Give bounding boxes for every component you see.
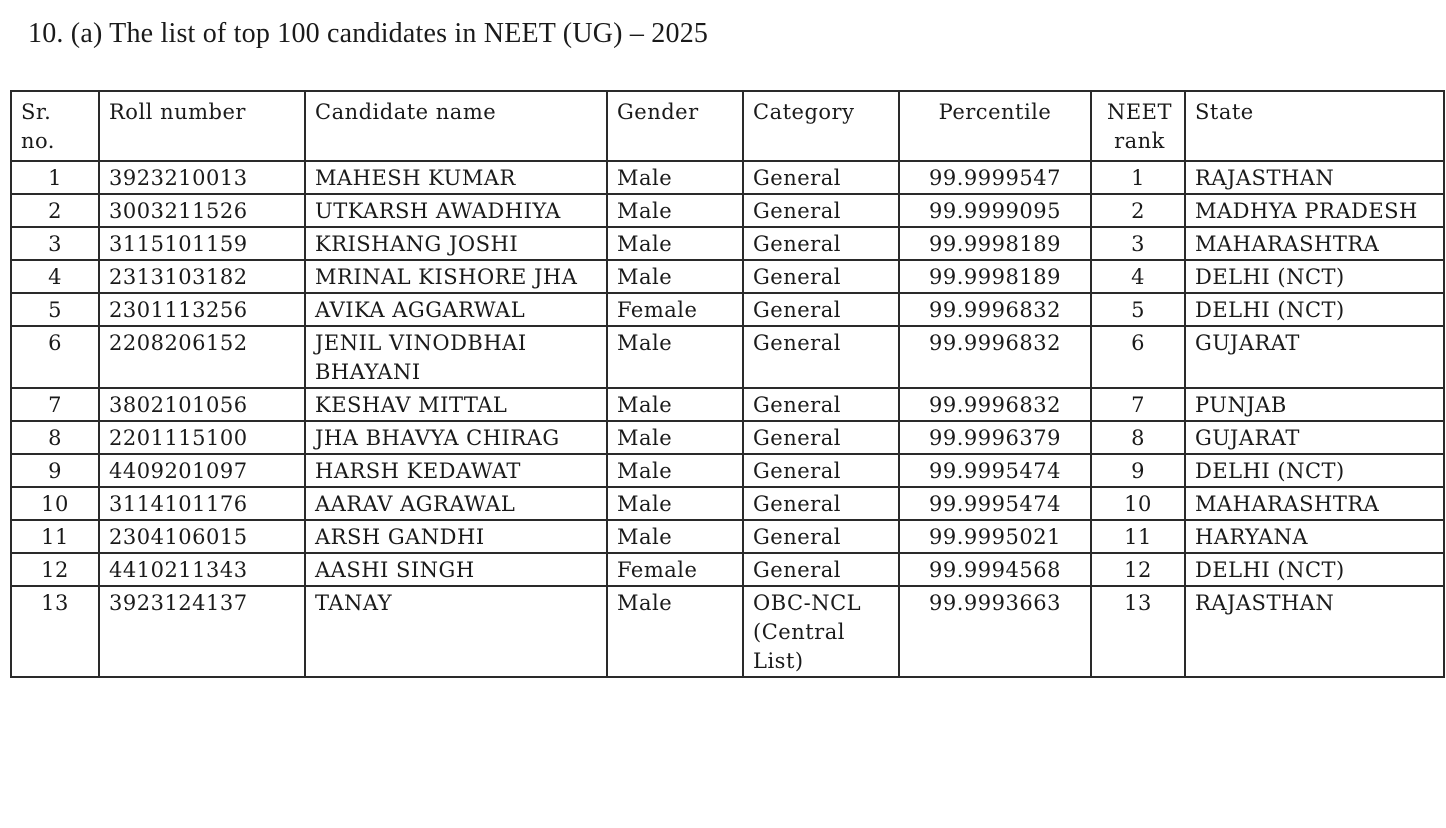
cell-roll-number: 3802101056 [99, 388, 305, 421]
cell-roll-number: 2304106015 [99, 520, 305, 553]
cell-candidate-name: TANAY [305, 586, 607, 677]
cell-candidate-name: AARAV AGRAWAL [305, 487, 607, 520]
cell-category: General [743, 388, 899, 421]
header-candidate-name: Candidate name [305, 91, 607, 161]
candidates-table [10, 90, 1445, 678]
cell-sr-no: 11 [11, 520, 99, 553]
header-neet-rank: NEET rank [1091, 91, 1185, 161]
cell-sr-no: 6 [11, 326, 99, 388]
cell-roll-number: 2301113256 [99, 293, 305, 326]
table-body [11, 161, 1444, 677]
cell-gender: Male [607, 586, 743, 677]
cell-category: General [743, 161, 899, 194]
cell-neet-rank: 6 [1091, 326, 1185, 388]
cell-gender: Male [607, 421, 743, 454]
header-gender: Gender [607, 91, 743, 161]
cell-candidate-name: KRISHANG JOSHI [305, 227, 607, 260]
cell-candidate-name: ARSH GANDHI [305, 520, 607, 553]
table-row [11, 454, 1444, 487]
cell-category: General [743, 326, 899, 388]
cell-state: DELHI (NCT) [1185, 293, 1444, 326]
cell-neet-rank: 9 [1091, 454, 1185, 487]
cell-percentile: 99.9996832 [899, 326, 1091, 388]
table-row [11, 326, 1444, 388]
cell-roll-number: 2201115100 [99, 421, 305, 454]
table-row [11, 227, 1444, 260]
cell-neet-rank: 8 [1091, 421, 1185, 454]
cell-candidate-name: KESHAV MITTAL [305, 388, 607, 421]
table-row [11, 161, 1444, 194]
cell-state: MAHARASHTRA [1185, 487, 1444, 520]
cell-sr-no: 13 [11, 586, 99, 677]
cell-state: RAJASTHAN [1185, 586, 1444, 677]
cell-roll-number: 2313103182 [99, 260, 305, 293]
cell-state: GUJARAT [1185, 421, 1444, 454]
cell-roll-number: 3003211526 [99, 194, 305, 227]
cell-gender: Male [607, 520, 743, 553]
table-row [11, 388, 1444, 421]
cell-state: PUNJAB [1185, 388, 1444, 421]
cell-percentile: 99.9996832 [899, 388, 1091, 421]
table-row [11, 487, 1444, 520]
cell-sr-no: 1 [11, 161, 99, 194]
cell-percentile: 99.9995474 [899, 487, 1091, 520]
cell-sr-no: 8 [11, 421, 99, 454]
cell-neet-rank: 2 [1091, 194, 1185, 227]
cell-roll-number: 3923210013 [99, 161, 305, 194]
table-row [11, 260, 1444, 293]
cell-neet-rank: 3 [1091, 227, 1185, 260]
cell-state: DELHI (NCT) [1185, 553, 1444, 586]
cell-candidate-name: MAHESH KUMAR [305, 161, 607, 194]
cell-sr-no: 5 [11, 293, 99, 326]
cell-gender: Male [607, 388, 743, 421]
table-row [11, 293, 1444, 326]
cell-sr-no: 4 [11, 260, 99, 293]
cell-category: General [743, 260, 899, 293]
cell-category: General [743, 293, 899, 326]
cell-state: HARYANA [1185, 520, 1444, 553]
cell-candidate-name: HARSH KEDAWAT [305, 454, 607, 487]
cell-gender: Male [607, 161, 743, 194]
cell-candidate-name: UTKARSH AWADHIYA [305, 194, 607, 227]
cell-gender: Male [607, 260, 743, 293]
table-row [11, 553, 1444, 586]
cell-percentile: 99.9999095 [899, 194, 1091, 227]
cell-neet-rank: 7 [1091, 388, 1185, 421]
cell-sr-no: 12 [11, 553, 99, 586]
cell-percentile: 99.9998189 [899, 260, 1091, 293]
table-row [11, 520, 1444, 553]
cell-category: General [743, 421, 899, 454]
cell-candidate-name: MRINAL KISHORE JHA [305, 260, 607, 293]
cell-sr-no: 9 [11, 454, 99, 487]
cell-neet-rank: 1 [1091, 161, 1185, 194]
cell-category: General [743, 520, 899, 553]
cell-state: DELHI (NCT) [1185, 454, 1444, 487]
cell-roll-number: 4409201097 [99, 454, 305, 487]
header-sr-no: Sr. no. [11, 91, 99, 161]
cell-percentile: 99.9993663 [899, 586, 1091, 677]
page-title: 10. (a) The list of top 100 candidates in NEET (UG) – 2025 [28, 18, 709, 49]
header-state: State [1185, 91, 1444, 161]
cell-category: General [743, 454, 899, 487]
cell-gender: Male [607, 194, 743, 227]
table-row [11, 194, 1444, 227]
cell-gender: Female [607, 553, 743, 586]
cell-state: GUJARAT [1185, 326, 1444, 388]
cell-category: OBC-NCL (Central List) [743, 586, 899, 677]
cell-sr-no: 10 [11, 487, 99, 520]
cell-candidate-name: AVIKA AGGARWAL [305, 293, 607, 326]
cell-sr-no: 2 [11, 194, 99, 227]
cell-state: DELHI (NCT) [1185, 260, 1444, 293]
cell-roll-number: 3115101159 [99, 227, 305, 260]
cell-category: General [743, 227, 899, 260]
cell-percentile: 99.9996379 [899, 421, 1091, 454]
header-roll-number: Roll number [99, 91, 305, 161]
cell-gender: Male [607, 454, 743, 487]
cell-roll-number: 2208206152 [99, 326, 305, 388]
cell-state: MADHYA PRADESH [1185, 194, 1444, 227]
cell-neet-rank: 12 [1091, 553, 1185, 586]
cell-neet-rank: 13 [1091, 586, 1185, 677]
cell-percentile: 99.9994568 [899, 553, 1091, 586]
cell-neet-rank: 4 [1091, 260, 1185, 293]
cell-state: RAJASTHAN [1185, 161, 1444, 194]
cell-category: General [743, 487, 899, 520]
header-category: Category [743, 91, 899, 161]
header-percentile: Percentile [899, 91, 1091, 161]
cell-gender: Male [607, 487, 743, 520]
table-header-row [11, 91, 1444, 161]
cell-sr-no: 7 [11, 388, 99, 421]
table-row [11, 586, 1444, 677]
cell-percentile: 99.9995021 [899, 520, 1091, 553]
cell-candidate-name: JENIL VINODBHAI BHAYANI [305, 326, 607, 388]
cell-gender: Male [607, 227, 743, 260]
cell-candidate-name: JHA BHAVYA CHIRAG [305, 421, 607, 454]
cell-state: MAHARASHTRA [1185, 227, 1444, 260]
table-row [11, 421, 1444, 454]
cell-percentile: 99.9998189 [899, 227, 1091, 260]
cell-candidate-name: AASHI SINGH [305, 553, 607, 586]
cell-gender: Male [607, 326, 743, 388]
cell-percentile: 99.9995474 [899, 454, 1091, 487]
cell-category: General [743, 194, 899, 227]
cell-percentile: 99.9996832 [899, 293, 1091, 326]
cell-gender: Female [607, 293, 743, 326]
cell-roll-number: 4410211343 [99, 553, 305, 586]
cell-roll-number: 3114101176 [99, 487, 305, 520]
cell-neet-rank: 5 [1091, 293, 1185, 326]
cell-neet-rank: 11 [1091, 520, 1185, 553]
cell-category: General [743, 553, 899, 586]
cell-percentile: 99.9999547 [899, 161, 1091, 194]
cell-neet-rank: 10 [1091, 487, 1185, 520]
cell-roll-number: 3923124137 [99, 586, 305, 677]
cell-sr-no: 3 [11, 227, 99, 260]
